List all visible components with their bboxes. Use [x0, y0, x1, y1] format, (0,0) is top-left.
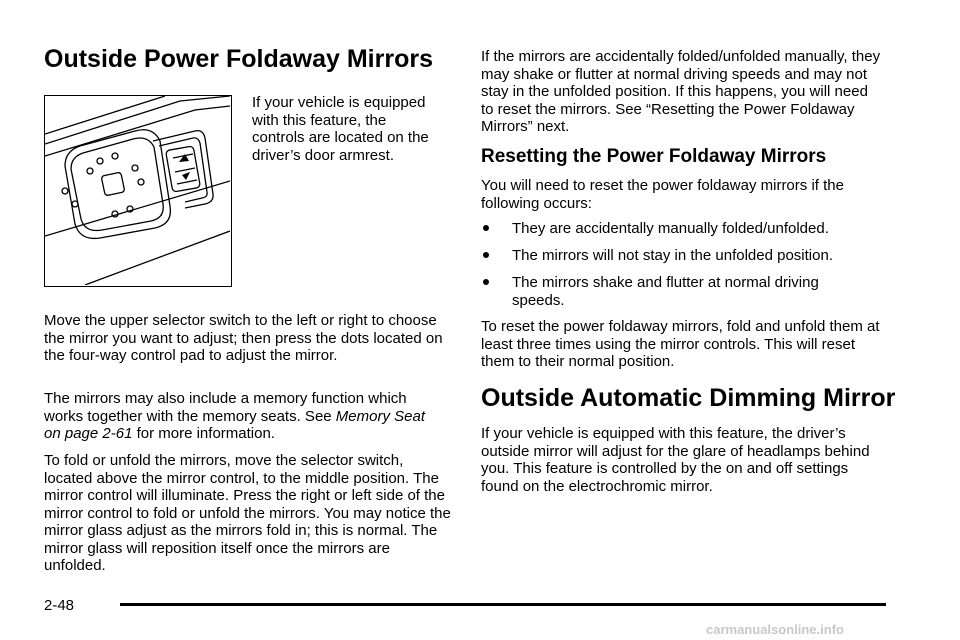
paragraph-memory-function [44, 390, 444, 443]
caption-line: controls are located on the [252, 129, 429, 146]
mirror-control-illustration [44, 95, 232, 287]
paragraph-text: for more information. [132, 425, 275, 442]
bullet-icon [483, 279, 489, 285]
bullet-icon [483, 252, 489, 258]
paragraph-selector-switch: Move the upper selector switch to the left or right to choose the mirror you want to adjust; then press the dots located on the four-way control pad to adjust the mirror. [44, 312, 443, 364]
section-heading-auto-dimming: Outside Automatic Dimming Mirror [481, 384, 896, 412]
caption-line: driver’s door armrest. [252, 146, 394, 164]
caption-line: with this feature, the [252, 111, 387, 129]
cross-reference-link[interactable]: Memory Seat on page 2-61 [44, 407, 425, 442]
paragraph-accidental-fold: If the mirrors are accidentally folded/unfolded manually, they may shake or flutter at normal driving speeds and may not stay in the unfolded position. If this happens, you will need to reset the mirrors. See “Resetting the Power Foldaway Mirrors” next. [481, 48, 881, 135]
subheading-resetting: Resetting the Power Foldaway Mirrors [481, 146, 827, 167]
caption-line: If your vehicle is equipped [252, 94, 426, 111]
page-number: 2-48 [44, 597, 75, 614]
list-item-text: The mirrors shake and flutter at normal driving speeds. [512, 274, 819, 309]
bullet-icon [483, 225, 489, 231]
paragraph-fold-unfold: To fold or unfold the mirrors, move the selector switch, located above the mirror control, to the middle position. The mirror control will illuminate. Press the right or left side of the mirror control to fold or unfold the mirrors. You may notice the mirror glass adjust as the mirrors fold in; this is normal. The mirror glass will reposition itself once the mirrors are unfolded. [44, 452, 451, 574]
armrest-switch-icon [45, 96, 230, 285]
watermark-link[interactable]: carmanualsonline.info [706, 622, 844, 637]
figure-caption [252, 94, 457, 164]
section-heading-power-foldaway: Outside Power Foldaway Mirrors [44, 45, 433, 73]
paragraph-auto-dimming: If your vehicle is equipped with this feature, the driver’s outside mirror will adjust for the glare of headlamps behind you. This feature is controlled by the on and off settings found on the electrochromic mirror. [481, 425, 870, 495]
paragraph-reset-intro: You will need to reset the power foldaway mirrors if the following occurs: [481, 177, 844, 212]
list-item-text: The mirrors will not stay in the unfolded position. [512, 247, 833, 264]
paragraph-reset-instructions: To reset the power foldaway mirrors, fold and unfold them at least three times using the mirror controls. This will reset them to their normal position. [481, 318, 880, 370]
paragraph-text: The mirrors may also include a memory function which works together with the memory seats. See [44, 390, 407, 425]
footer-rule [120, 603, 886, 606]
list-item-text: They are accidentally manually folded/unfolded. [512, 220, 829, 237]
